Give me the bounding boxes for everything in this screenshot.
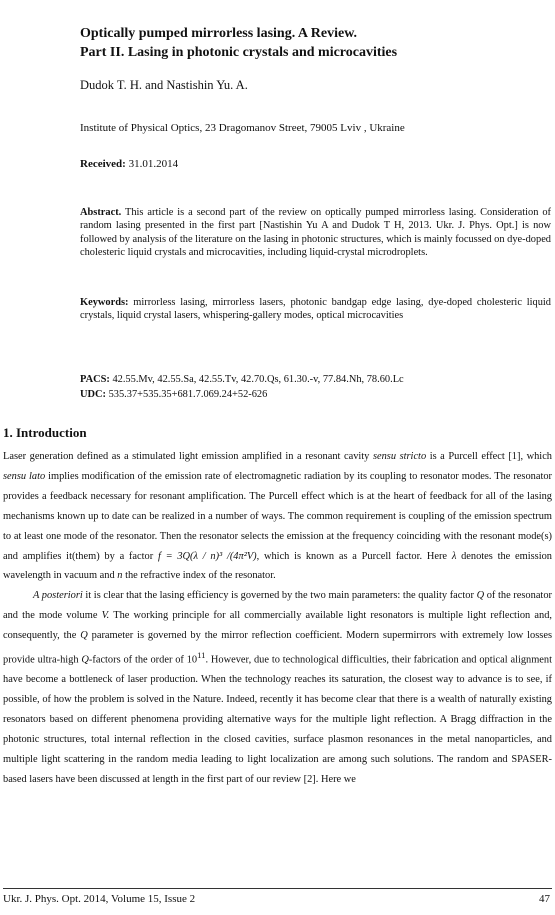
p1-italic-sensu-stricto: sensu stricto: [372, 451, 427, 462]
p2-q: Q: [476, 590, 485, 602]
paragraph-2: [3, 586, 552, 790]
received-label: Received:: [80, 158, 126, 170]
p2-text-a: it is clear that the lasing efficiency is governed by the two main parameters: the quality factor: [85, 590, 474, 602]
p1-lambda: λ: [451, 550, 457, 562]
p1-italic-sensu-lato: sensu lato: [3, 470, 46, 482]
p2-text-b: of the resonator and the mode volume: [3, 590, 552, 622]
p2-text-d: parameter is governed by the mirror reflection coefficient. Modern supermirrors with extremely low losses provide ultra-high: [3, 630, 552, 666]
pacs-text: 42.55.Mv, 42.55.Sa, 42.55.Tv, 42.70.Qs, 61.30.-v, 77.84.Nh, 78.60.Lc: [112, 374, 404, 385]
received-date: [80, 158, 178, 170]
p1-text-f: the refractive index of the resonator.: [125, 570, 276, 582]
p1-n: n: [117, 570, 123, 582]
p2-italic-a-posteriori: A posteriori: [33, 590, 83, 602]
title-line-1: Optically pumped mirrorless lasing. A Review.: [80, 26, 358, 41]
udc-text: 535.37+535.35+681.7.069.24+52-626: [108, 389, 268, 400]
body-text: [3, 447, 552, 790]
abstract: [80, 206, 551, 260]
classification-codes: [80, 372, 551, 402]
keywords: [80, 296, 551, 323]
keywords-text: mirrorless lasing, mirrorless lasers, photonic bandgap edge lasing, dye-doped cholesteric liquid crystals, liquid crystal lasers, whispering-gallery modes, optical microcavities: [80, 297, 551, 322]
purcell-formula: f = 3Q(λ / n)³ /(4π²V): [157, 550, 257, 562]
section-heading: 1. Introduction: [3, 425, 87, 440]
received-value: 31.01.2014: [128, 158, 179, 170]
abstract-text: This article is a second part of the review on optically pumped mirrorless lasing. Consideration of random lasing presented in the first part [Nastishin Yu A and Dudok T H, 2013. Ukr. J. Phys. Opt.] is now followed by analysis of the literature on the lasing in photonic structures, which is mainly focussed on dye-doped cholesteric liquid crystals and microcavities, including liquid-crystal microdroplets.: [80, 207, 551, 259]
authors: Dudok T. H. and Nastishin Yu. A.: [80, 78, 248, 92]
affiliation: Institute of Physical Optics, 23 Dragomanov Street, 79005 Lviv , Ukraine: [80, 122, 405, 134]
udc-label: UDC:: [80, 389, 106, 400]
pacs-line: [80, 372, 551, 387]
p1-text-b: is a Purcell effect [1], which: [429, 451, 553, 462]
p1-text-a: Laser generation defined as a stimulated light emission amplified in a resonant cavity: [3, 451, 370, 462]
p1-text-c: implies modification of the emission rate of electromagnetic radiation by its coupling to resonator modes. The resonator provides a feedback necessary for resonant amplification. The Purcell effect which is at the heart of feedback for all of the lasing mechanisms known up to date can be realized in a number of ways. The common requirement is coupling of the emission spectrum to at least one mode of the resonator. Then the resonator selects the emission at the frequency coinciding with the resonant mode(s) and amplifies it(them) by a factor: [3, 470, 552, 562]
pacs-label: PACS:: [80, 374, 110, 385]
p1-text-d: , which is known as a Purcell factor. Here: [256, 550, 448, 562]
p2-q3: Q: [81, 654, 89, 666]
page-number: 47: [539, 893, 550, 905]
p2-text-c: The working principle for all commercially available light resonators is multiple light reflection and, consequently, the: [3, 610, 552, 642]
abstract-label: Abstract.: [80, 207, 122, 218]
udc-line: [80, 387, 551, 402]
paper-title: [80, 24, 550, 62]
p2-text-e: -factors of the order of 10: [88, 654, 198, 666]
p2-v: V.: [101, 610, 110, 622]
footer-rule: [3, 888, 552, 889]
paragraph-1: [3, 447, 552, 586]
footer-citation: Ukr. J. Phys. Opt. 2014, Volume 15, Issue 2: [3, 893, 196, 905]
title-line-2: Part II. Lasing in photonic crystals and microcavities: [80, 45, 398, 60]
p2-exponent: 11: [197, 650, 206, 661]
p2-q2: Q: [80, 630, 88, 642]
p2-text-f: . However, due to technological difficulties, their fabrication and optical alignment have become a bottleneck of laser production. When the technology reaches its saturation, the closest way to advance is to see, if possible, of how the problem is solved in the Nature. Indeed, recently it has become clear that there is a wealth of naturally existing resonators based on different phenomena providing alternative ways for the multiple light reflection. A Bragg diffraction in the photonic structures, total internal reflection in the closed cavities, surface plasmon resonances in the metal nanoparticles, and multiple light scattering in the random media leading to light localization are among such solutions. The random and SPASER-based lasers have been discussed at length in the first part of our review [2]. Here we: [3, 654, 552, 785]
p1-text-e: denotes the emission wavelength in vacuum and: [3, 550, 552, 582]
keywords-label: Keywords:: [80, 297, 129, 308]
